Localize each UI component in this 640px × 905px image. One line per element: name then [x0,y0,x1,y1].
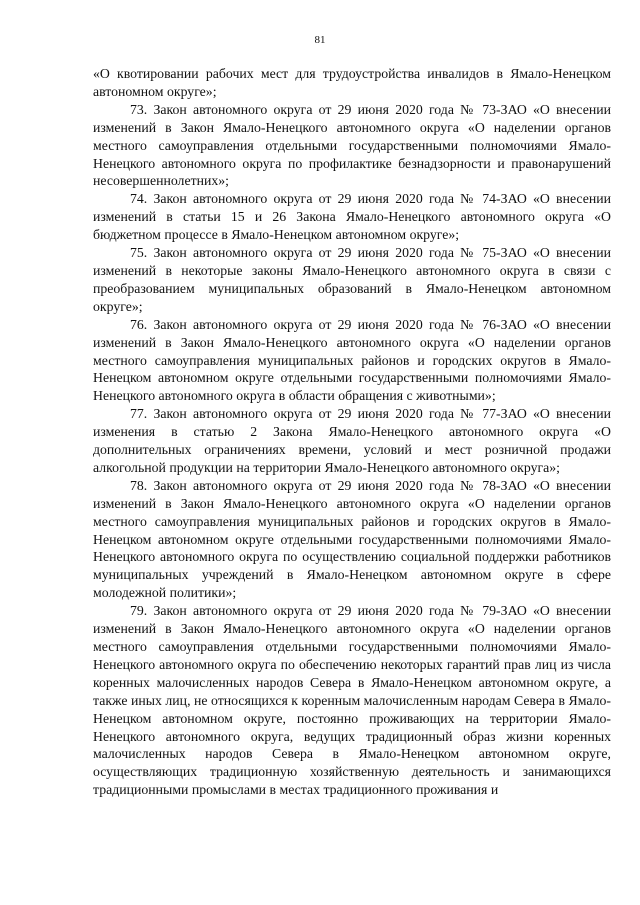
list-item-76: 76. Закон автономного округа от 29 июня 2020 года № 76-ЗАО «О внесении изменений в Закон Ямало-Ненецкого автономного округа «О наделении органов местного самоуправления муниципальных районов и городских округов в Ямало-Ненецком автономном округе отдельными государственными полномочиями Ямало-Ненецкого автономного округа в области обращения с животными»; [93,316,611,404]
list-item-78: 78. Закон автономного округа от 29 июня 2020 года № 78-ЗАО «О внесении изменений в Закон Ямало-Ненецкого автономного округа «О наделении органов местного самоуправления муниципальных районов и городских округов в Ямало-Ненецком автономном округе отдельными государственными полномочиями Ямало-Ненецкого автономного округа по осуществлению социальной поддержки работников муниципальных учреждений в Ямало-Ненецком автономном округе в сфере молодежной политики»; [93,477,611,601]
continuation-paragraph: «О квотировании рабочих мест для трудоустройства инвалидов в Ямало-Ненецком автономном округе»; [93,66,611,99]
list-item-73: 73. Закон автономного округа от 29 июня 2020 года № 73-ЗАО «О внесении изменений в Закон Ямало-Ненецкого автономного округа «О наделении органов местного самоуправления отдельными государственными полномочиями Ямало-Ненецкого автономного округа по профилактике безнадзорности и правонарушений несовершеннолетних»; [93,101,611,189]
document-body [93,65,611,799]
list-item-75: 75. Закон автономного округа от 29 июня 2020 года № 75-ЗАО «О внесении изменений в некоторые законы Ямало-Ненецкого автономного округа в связи с преобразованием муниципальных образований в Ямало-Ненецком автономном округе»; [93,245,611,314]
list-item-74: 74. Закон автономного округа от 29 июня 2020 года № 74-ЗАО «О внесении изменений в статьи 15 и 26 Закона Ямало-Ненецкого автономного округа «О бюджетном процессе в Ямало-Ненецком автономном округе»; [93,191,611,243]
list-item-77: 77. Закон автономного округа от 29 июня 2020 года № 77-ЗАО «О внесении изменения в статью 2 Закона Ямало-Ненецкого автономного округа «О дополнительных ограничениях времени, условий и мест розничной продажи алкогольной продукции на территории Ямало-Ненецкого автономного округа»; [93,406,611,475]
list-item-79: 79. Закон автономного округа от 29 июня 2020 года № 79-ЗАО «О внесении изменений в Закон Ямало-Ненецкого автономного округа «О наделении органов местного самоуправления отдельными государственными полномочиями Ямало-Ненецкого автономного округа по обеспечению некоторых гарантий прав лиц из числа коренных малочисленных народов Севера в Ямало-Ненецком автономном округе, а также иных лиц, не относящихся к коренным малочисленным народам Севера в Ямало-Ненецком автономном округе, постоянно проживающих на территории Ямало-Ненецкого автономного округа, ведущих традиционный образ жизни коренных малочисленных народов Севера в Ямало-Ненецком автономном округе, осуществляющих традиционную хозяйственную деятельность и занимающихся традиционными промыслами в местах традиционного проживания и [93,603,611,798]
page-number: 81 [314,34,326,46]
